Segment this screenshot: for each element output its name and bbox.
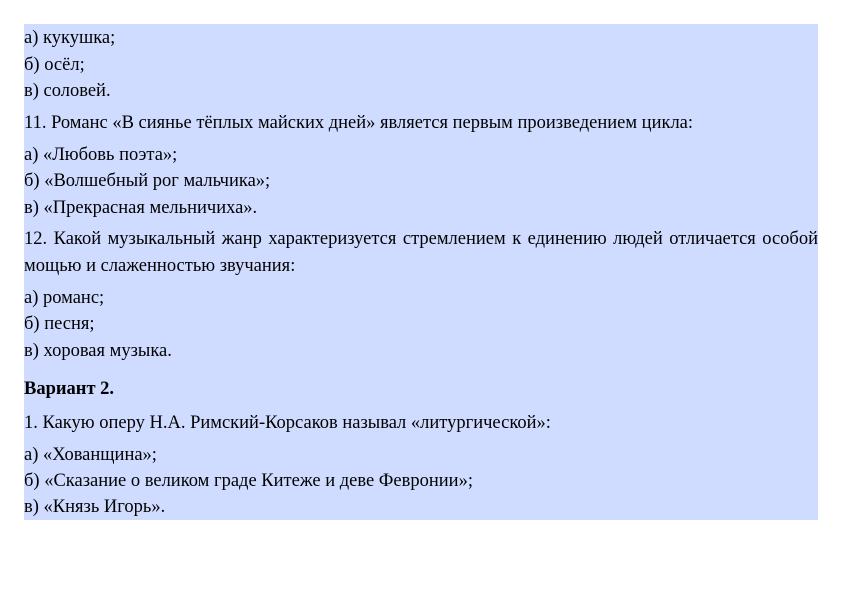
answer-line: в) хоровая музыка. (24, 341, 172, 361)
question-line: 1. Какую оперу Н.А. Римский-Корсаков называл «литургической»: (24, 413, 551, 433)
question-line: 11. Романс «В сиянье тёплых майских дней» является первым произведением цикла: (24, 113, 694, 133)
answer-line: а) «Любовь поэта»; (24, 145, 178, 165)
answer-line: а) кукушка; (24, 28, 116, 48)
answer-line: в) соловей. (24, 81, 111, 101)
answer-line: в) «Князь Игорь». (24, 497, 166, 517)
answer-line: а) «Хованщина»; (24, 445, 157, 465)
document-panel (24, 24, 818, 520)
answer-line: б) песня; (24, 314, 95, 334)
section-heading: Вариант 2. (24, 379, 115, 399)
answer-line: б) осёл; (24, 55, 85, 75)
answer-line: в) «Прекрасная мельничиха». (24, 198, 258, 218)
question-paragraph: 12. Какой музыкальный жанр характеризуется стремлением к единению людей отличается особой мощью и слаженностью звучания: (24, 229, 818, 276)
answer-line: б) «Волшебный рог мальчика»; (24, 171, 271, 191)
answer-line: б) «Сказание о великом граде Китеже и деве Февронии»; (24, 471, 473, 491)
answer-line: а) романс; (24, 288, 105, 308)
